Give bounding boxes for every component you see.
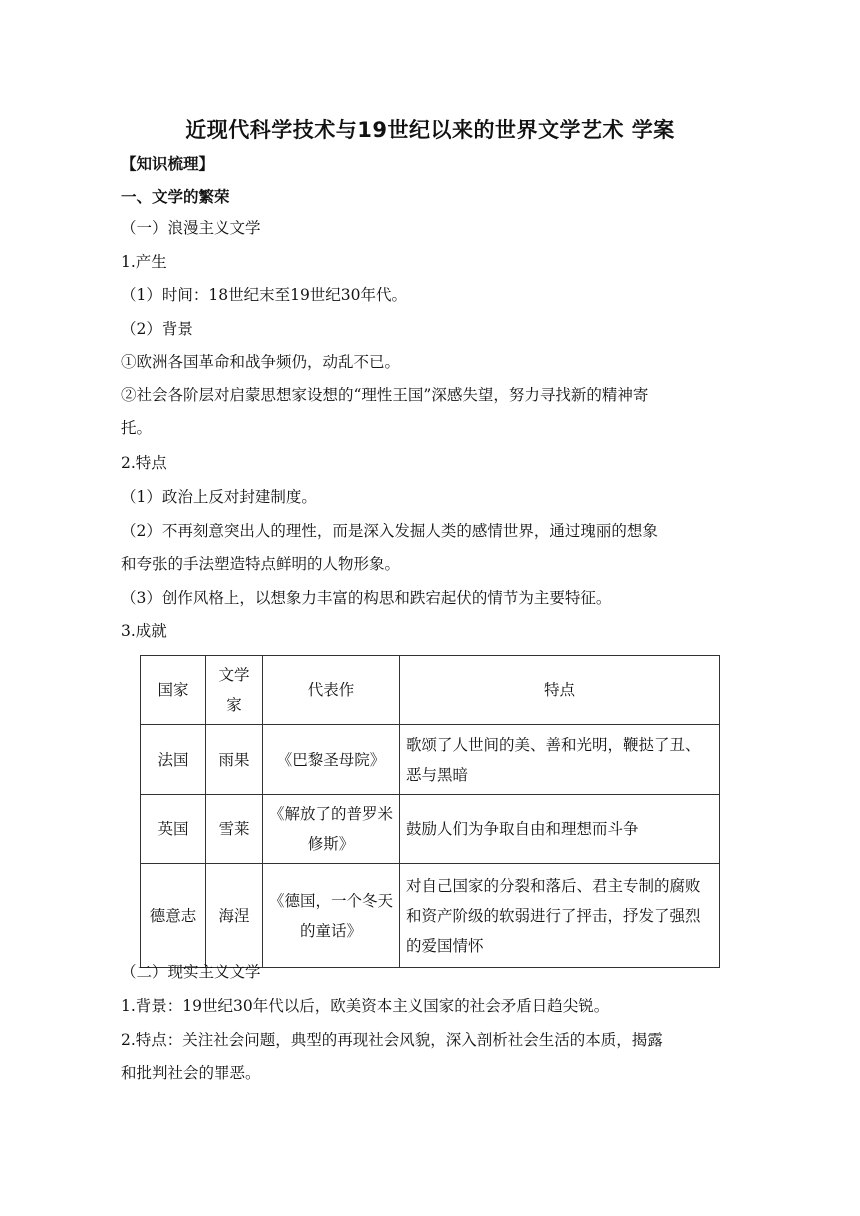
background-item-1: ①欧洲各国革命和战争频仍，动乱不已。 — [121, 353, 401, 371]
header-writer: 文学家 — [206, 656, 263, 725]
point-achievements: 3.成就 — [121, 622, 167, 640]
cell-work: 《德国，一个冬天的童话》 — [263, 864, 400, 968]
cell-work: 《解放了的普罗米修斯》 — [263, 795, 400, 864]
cell-writer: 雨果 — [206, 725, 263, 795]
header-country: 国家 — [141, 656, 206, 725]
realism-features-line1: 2.特点：关注社会问题，典型的再现社会风貌，深入剖析社会生活的本质，揭露 — [121, 1031, 663, 1049]
realism-background: 1.背景：19世纪30年代以后，欧美资本主义国家的社会矛盾日趋尖锐。 — [121, 997, 610, 1015]
cell-writer: 雪莱 — [206, 795, 263, 864]
feature-3: （3）创作风格上，以想象力丰富的构思和跌宕起伏的情节为主要特征。 — [121, 589, 612, 607]
header-features: 特点 — [400, 656, 720, 725]
cell-features: 鼓励人们为争取自由和理想而斗争 — [400, 795, 720, 864]
background-item-2-line1: ②社会各阶层对启蒙思想家设想的“理性王国”深感失望，努力寻找新的精神寄 — [121, 386, 649, 404]
cell-writer: 海涅 — [206, 864, 263, 968]
feature-2-line1: （2）不再刻意突出人的理性，而是深入发掘人类的感情世界，通过瑰丽的想象 — [121, 522, 658, 540]
realism-features-line2: 和批判社会的罪恶。 — [121, 1064, 261, 1082]
feature-2-line2: 和夸张的手法塑造特点鲜明的人物形象。 — [121, 555, 401, 573]
feature-1: （1）政治上反对封建制度。 — [121, 488, 317, 506]
point-background: （2）背景 — [121, 320, 193, 338]
cell-features: 对自己国家的分裂和落后、君主专制的腐败和资产阶级的软弱进行了抨击，抒发了强烈的爱国情怀 — [400, 864, 720, 968]
table-row — [141, 795, 720, 864]
part1-heading: 一、文学的繁荣 — [121, 188, 230, 206]
cell-features: 歌颂了人世间的美、善和光明，鞭挞了丑、恶与黑暗 — [400, 725, 720, 795]
cell-country: 德意志 — [141, 864, 206, 968]
point-origin: 1.产生 — [121, 253, 167, 271]
document-title: 近现代科学技术与19世纪以来的世界文学艺术 学案 — [185, 118, 675, 142]
point-features: 2.特点 — [121, 454, 167, 472]
cell-work: 《巴黎圣母院》 — [263, 725, 400, 795]
header-work: 代表作 — [263, 656, 400, 725]
cell-country: 法国 — [141, 725, 206, 795]
table-row — [141, 725, 720, 795]
achievements-table — [140, 655, 720, 968]
subsection-realism: （二）现实主义文学 — [121, 963, 261, 981]
subsection-romanticism: （一）浪漫主义文学 — [121, 219, 261, 237]
table-header-row — [141, 656, 720, 725]
table-row — [141, 864, 720, 968]
cell-country: 英国 — [141, 795, 206, 864]
point-time: （1）时间：18世纪末至19世纪30年代。 — [121, 286, 408, 304]
background-item-2-line2: 托。 — [121, 419, 153, 437]
section-heading: 【知识梳理】 — [121, 155, 215, 173]
